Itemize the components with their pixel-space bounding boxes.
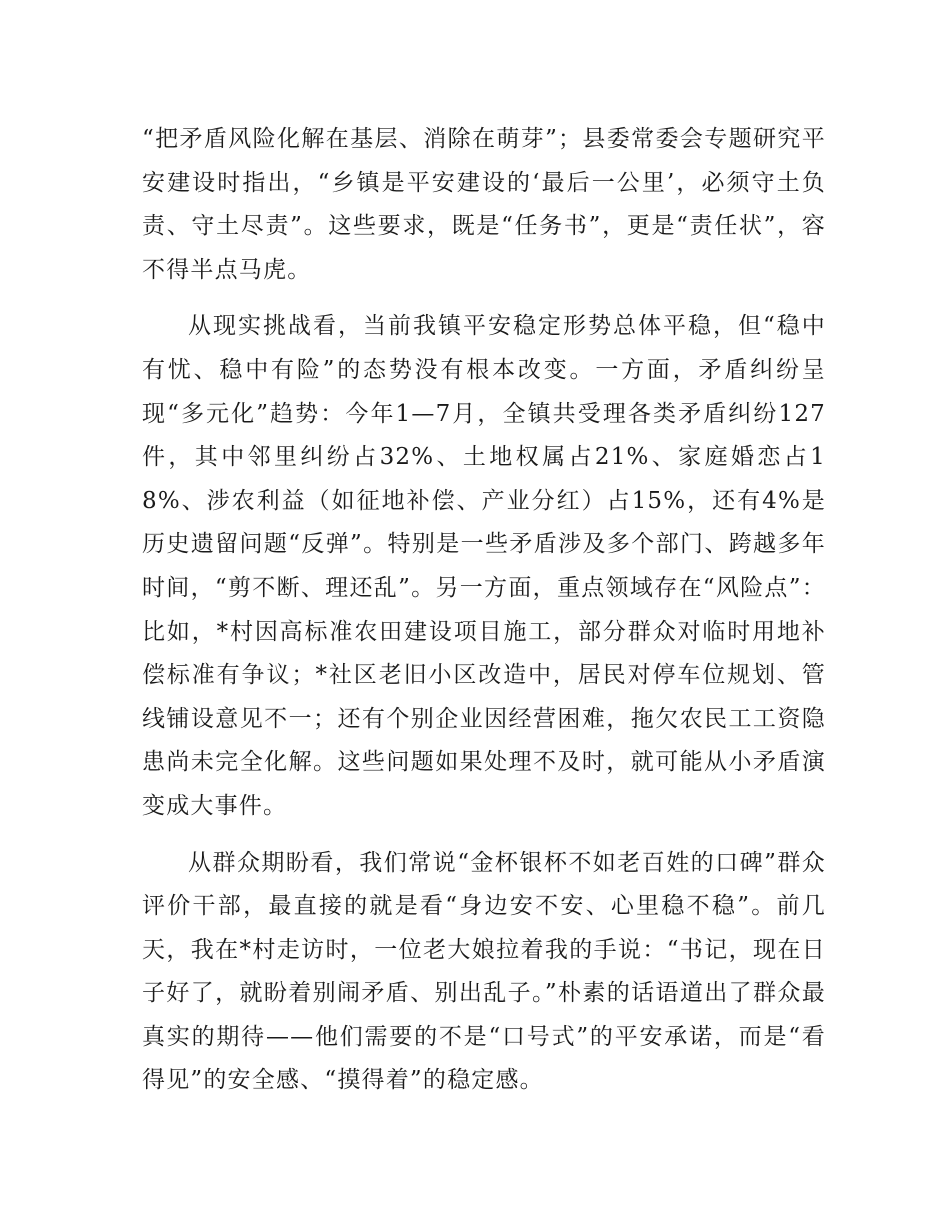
paragraph-spacer <box>142 829 826 842</box>
paragraph-public-expectations: 从群众期盼看，我们常说“金杯银杯不如老百姓的口碑”群众评价干部，最直接的就是看“身边安不安、心里稳不稳”。前几天，我在*村走访时，一位老大娘拉着我的手说：“书记，现在日子好了，就盼着别闹矛盾、别出乱子。”朴素的话语道出了群众最真实的期待——他们需要的不是“口号式”的平安承诺，而是“看得见”的安全感、“摸得着”的稳定感。 <box>142 849 826 1094</box>
paragraph-requirements: “把矛盾风险化解在基层、消除在萌芽”；县委常委会专题研究平安建设时指出，“乡镇是平安建设的‘最后一公里’，必须守土负责、守土尽责”。这些要求，既是“任务书”，更是“责任状”，容不得半点马虎。 <box>142 126 826 283</box>
document-body <box>142 118 826 1103</box>
paragraph-spacer <box>142 292 826 305</box>
paragraph-current-challenges: 从现实挑战看，当前我镇平安稳定形势总体平稳，但“稳中有忧、稳中有险”的态势没有根本改变。一方面，矛盾纠纷呈现“多元化”趋势：今年1—7月，全镇共受理各类矛盾纠纷127件，其中邻里纠纷占32%、土地权属占21%、家庭婚恋占18%、涉农利益（如征地补偿、产业分红）占15%，还有4%是历史遗留问题“反弹”。特别是一些矛盾涉及多个部门、跨越多年时间，“剪不断、理还乱”。另一方面，重点领域存在“风险点”：比如，*村因高标准农田建设项目施工，部分群众对临时用地补偿标准有争议；*社区老旧小区改造中，居民对停车位规划、管线铺设意见不一；还有个别企业因经营困难，拖欠农民工工资隐患尚未完全化解。这些问题如果处理不及时，就可能从小矛盾演变成大事件。 <box>142 313 826 819</box>
